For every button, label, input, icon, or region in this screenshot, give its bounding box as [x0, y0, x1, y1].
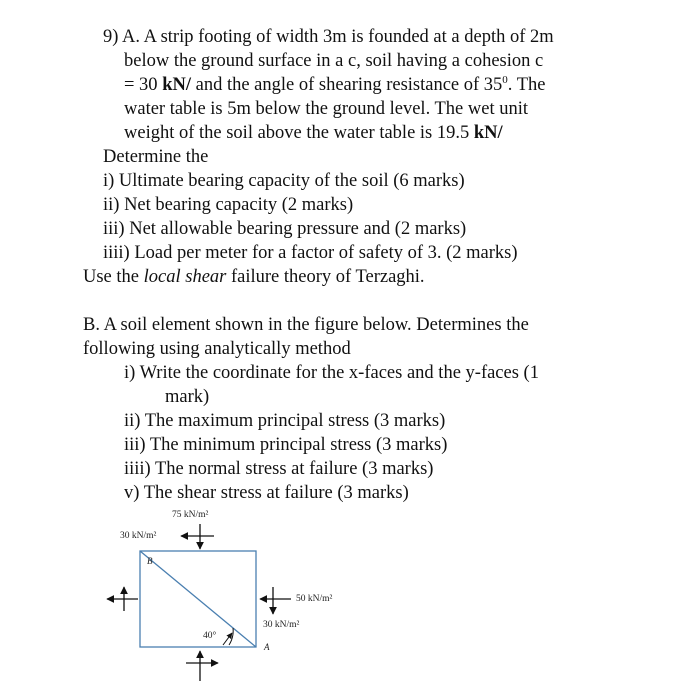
text-segment: failure theory of Terzaghi.: [226, 267, 425, 287]
top-shear-stress-label: 30 kN/m²: [120, 531, 157, 541]
right-shear-stress-label: 30 kN/m²: [263, 620, 300, 630]
bold-unit: kN/: [473, 123, 503, 143]
text-segment: and the angle of shearing resistance of 35: [190, 75, 503, 95]
question-9b-line-2: following using analytically method: [83, 339, 351, 359]
point-a-label: A: [264, 642, 270, 652]
part-b-item: v) The shear stress at failure (3 marks): [124, 483, 409, 503]
top-normal-stress-label: 75 kN/m²: [172, 510, 209, 520]
text-segment: . The: [507, 75, 546, 95]
right-normal-stress-label: 50 kN/m²: [296, 594, 333, 604]
part-b-item-continuation: mark): [165, 387, 210, 407]
part-a-item: iii) Net allowable bearing pressure and (2 marks): [103, 219, 467, 239]
part-a-item: ii) Net bearing capacity (2 marks): [103, 195, 354, 215]
text-segment: weight of the soil above the water table is 19.5: [124, 123, 474, 143]
question-9b-line-1: B. A soil element shown in the figure below. Determines the: [83, 315, 529, 335]
italic-term: local shear: [143, 267, 227, 287]
part-b-item: iii) The minimum principal stress (3 marks): [124, 435, 448, 455]
point-b-label: B: [147, 556, 153, 566]
determine-heading: Determine the: [103, 147, 209, 167]
part-a-item: i) Ultimate bearing capacity of the soil (6 marks): [103, 171, 465, 191]
question-9a-line-1: 9) A. A strip footing of width 3m is founded at a depth of 2m: [103, 27, 554, 47]
bold-unit: kN/: [162, 75, 191, 95]
question-9a-line-4: water table is 5m below the ground level. The wet unit: [124, 99, 528, 119]
degree-superscript: 0: [502, 74, 508, 86]
part-a-item: iiii) Load per meter for a factor of safety of 3. (2 marks): [103, 243, 518, 263]
part-b-item: iiii) The normal stress at failure (3 marks): [124, 459, 434, 479]
angle-label: 40°: [203, 631, 217, 641]
plane-stress-arrow: [223, 633, 232, 645]
part-b-item: i) Write the coordinate for the x-faces and the y-faces (1: [124, 363, 539, 383]
text-segment: Use the: [83, 267, 144, 287]
part-b-item: ii) The maximum principal stress (3 marks): [124, 411, 446, 431]
question-9a-line-2: below the ground surface in a c, soil having a cohesion c: [124, 51, 544, 71]
text-segment: = 30: [124, 75, 163, 95]
failure-plane-line: [140, 551, 256, 647]
